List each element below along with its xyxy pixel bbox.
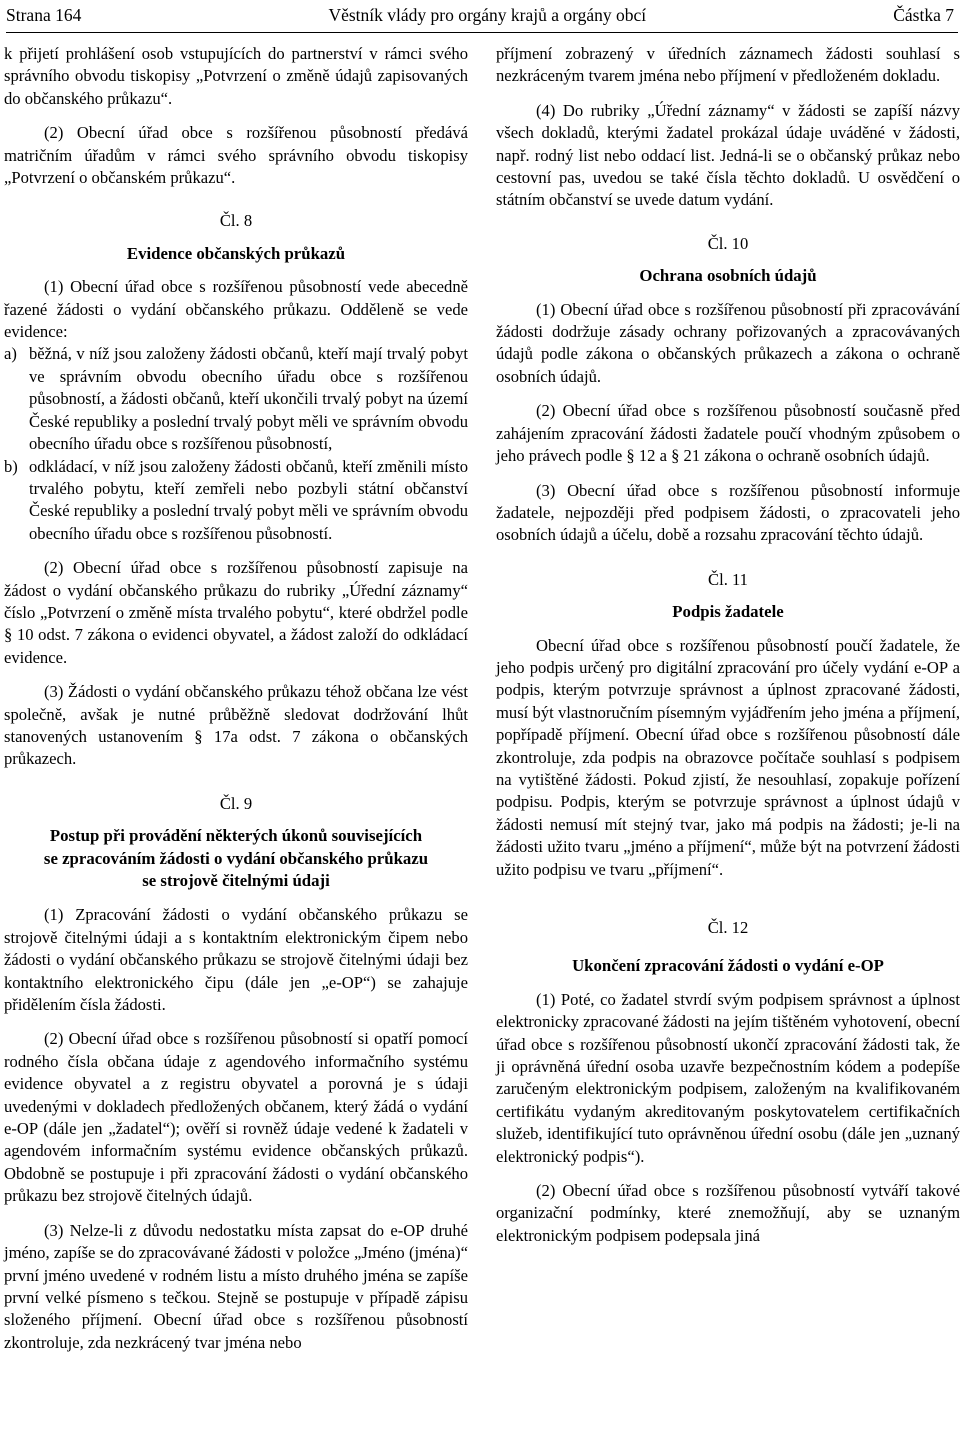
left-column bbox=[4, 43, 468, 1354]
article-9-paragraph-1: (1) Zpracování žádosti o vydání občanského průkazu se strojově čitelnými údaji a s kontaktním elektronickým čipem nebo žádosti o vydání občanského průkazu se strojově čitelnými údaji bez kontaktního elektronického čipu (dále jen „e-OP“) se zahajuje přidělením čísla žádosti. bbox=[4, 905, 468, 1015]
article-9-title-line: Postup při provádění některých úkonů souvisejících bbox=[49, 826, 423, 846]
article-11-number: Čl. 11 bbox=[708, 569, 748, 589]
paragraph-continuation: k přijetí prohlášení osob vstupujících do partnerství v rámci svého správního obvodu tiskopisy „Potvrzení o změně údajů zapisovaných do občanského průkazu“. bbox=[4, 44, 468, 108]
header-divider bbox=[6, 32, 958, 33]
article-9-number: Čl. 9 bbox=[219, 793, 253, 813]
page-number: Strana 164 bbox=[6, 4, 82, 25]
article-9-paragraph-4: (4) Do rubriky „Úřední záznamy“ v žádosti se zapíší názvy všech dokladů, kterými žadatel prokázal údaje uváděné v žádosti, např. rodný list nebo oddací list. Jedná-li se o občanský průkaz nebo cestovní pas, uvedou se také čísla těchto dokladů. U osvědčení o státním občanství se uvede datum vydání. bbox=[496, 100, 960, 210]
article-11-title: Podpis žadatele bbox=[672, 602, 784, 622]
paragraph-continuation: příjmení zobrazený v úředních záznamech žádosti souhlasí s nezkráceným tvarem jména nebo příjmení v předloženém dokladu. bbox=[496, 44, 960, 86]
article-10-paragraph-3: (3) Obecní úřad obce s rozšířenou působností informuje žadatele, nejpozději před podpisem žádosti, o zpracovateli jeho osobních údajů a účelu, době a rozsahu zpracování těchto údajů. bbox=[496, 480, 960, 545]
article-9-title bbox=[4, 825, 468, 892]
article-12-paragraph-2: (2) Obecní úřad obce s rozšířenou působností vytváří takové organizační podmínky, které znemožňují, aby se uznaným elektronickým podpisem podepsala jiná bbox=[496, 1181, 960, 1245]
page-header bbox=[6, 0, 954, 30]
list-item-text: běžná, v níž jsou založeny žádosti občanů, kteří mají trvalý pobyt ve správním obvodu obecního úřadu obce s rozšířenou působností, a žádosti občanů, kteří ukončili trvalý pobyt na území České republiky a poslední trvalý pobyt měli ve správním obvodu obecního úřadu obce s rozšířenou působností, bbox=[29, 344, 468, 454]
list-item-b bbox=[4, 456, 468, 546]
article-10-paragraph-1: (1) Obecní úřad obce s rozšířenou působností při zpracovávání žádosti dodržuje zásady ochrany pořizovaných a zpracovávaných údajů podle zákona o občanských průkazech a zákona o ochraně osobních údajů. bbox=[496, 299, 960, 386]
paragraph-7-2: (2) Obecní úřad obce s rozšířenou působností předává matričním úřadům v rámci svého správního obvodu tiskopisy „Potvrzení o občanském průkazu“. bbox=[4, 123, 468, 188]
article-10-paragraph-2: (2) Obecní úřad obce s rozšířenou působností současně před zahájením zpracování žádosti žadatele poučí vhodným způsobem o jeho právech podle § 12 a § 21 zákona o ochraně osobních údajů. bbox=[496, 401, 960, 466]
list-item-a bbox=[4, 343, 468, 455]
part-number: Částka 7 bbox=[893, 4, 954, 25]
article-8-paragraph-3: (3) Žádosti o vydání občanského průkazu téhož občana lze vést společně, avšak je nutné průběžně sledovat dodržování lhůt stanovených ustanovením § 17a odst. 7 zákona o občanských průkazech. bbox=[4, 682, 468, 769]
list-item-text: odkládací, v níž jsou založeny žádosti občanů, kteří změnili místo trvalého pobytu, kteří zemřeli nebo pozbyli státní občanství České republiky a poslední trvalý pobyt měli ve správním obvodu obecního úřadu obce s rozšířenou působností. bbox=[29, 456, 468, 543]
article-9-title-line: se zpracováním žádosti o vydání občanského průkazu bbox=[43, 848, 429, 868]
article-8-title: Evidence občanských průkazů bbox=[126, 243, 346, 263]
article-9-title-line: se strojově čitelnými údaji bbox=[142, 871, 330, 890]
article-8-paragraph-1: (1) Obecní úřad obce s rozšířenou působností vede abecedně řazené žádosti o vydání občanského průkazu. Odděleně se vede evidence: bbox=[4, 277, 468, 342]
article-12-title: Ukončení zpracování žádosti o vydání e-OP bbox=[572, 956, 884, 976]
article-12-number: Čl. 12 bbox=[707, 918, 749, 937]
article-12-paragraph-1: (1) Poté, co žadatel stvrdí svým podpisem správnost a úplnost elektronicky zpracované žádosti na jejím tištěném vyhotovení, obecní úřad obce s rozšířenou působností ukončí zpracování žádosti tak, že ji oprávněná úřední osoba uzavře bezpečnostním kódem a podepíše zaručeným elektronickým podpisem, založeným na kvalifikovaném certifikátu vydaným akreditovaným poskytovatelem certifikačních služeb, identifikující tuto oprávněnou úřední osobu (dále jen „uznaný elektronický podpis“). bbox=[496, 989, 960, 1166]
article-8-number: Čl. 8 bbox=[219, 211, 253, 231]
article-11-paragraph-1: Obecní úřad obce s rozšířenou působností poučí žadatele, že jeho podpis určený pro digitální zpracování pro účely vydání e-OP a podpis, kterým potvrzuje správnost a úplnost zpracované žádosti, musí být vlastnoručním písemným vyjádřením jeho jména a příjmení, popřípadě příjmení. Obecní úřad obce s rozšířenou působností dále zkontroluje, zda podpis na obrazovce počítače souhlasí s podpisem na vytištěné žádosti. Pokud zjistí, že nesouhlasí, zopakuje pořízení podpisu. Podpis, kterým se potvrzuje správnost a úplnost údajů v žádosti nemusí mít stejný tvar, jako má podpis na žádosti; je-li na žádosti užito tvaru „jméno a příjmení“, může být na potvrzení žádosti užito podpisu ve tvaru „příjmení“. bbox=[496, 635, 960, 879]
list-marker: a) bbox=[4, 344, 17, 364]
article-9-paragraph-3: (3) Nelze-li z důvodu nedostatku místa zapsat do e-OP druhé jméno, zapíše se do zpracovávané žádosti v položce „Jméno (jména)“ první jméno uvedené v rodném listu a místo druhého jména se zapíše první velké písmeno s tečkou. Stejně se postupuje v případě zápisu složeného příjmení. Obecní úřad obce s rozšířenou působností zkontroluje, zda nezkrácený tvar jména nebo bbox=[4, 1220, 468, 1352]
list-marker: b) bbox=[4, 456, 18, 476]
article-10-title: Ochrana osobních údajů bbox=[639, 266, 817, 286]
journal-title: Věstník vlády pro orgány krajů a orgány obcí bbox=[328, 4, 647, 25]
article-8-paragraph-2: (2) Obecní úřad obce s rozšířenou působností zapisuje na žádost o vydání občanského průkazu do rubriky „Úřední záznamy“ číslo „Potvrzení o změně místa trvalého pobytu“, které obdržel podle § 10 odst. 7 zákona o evidenci obyvatel, a žádost založí do odkládací evidence. bbox=[4, 558, 468, 667]
article-9-paragraph-2: (2) Obecní úřad obce s rozšířenou působností si opatří pomocí rodného čísla občana údaje z agendového informačního systému evidence obyvatel a z registru obyvatel a porovná je s údaji uvedenými v dokladech předložených občanem, který žádá o vydání e-OP (dále jen „žadatel“); ověří si rovněž údaje vedené k žadateli v agendovém informačním systému evidence občanských průkazů. Obdobně se postupuje i při zpracování žádosti o vydání občanského průkazu bez strojově čitelných údajů. bbox=[4, 1029, 468, 1206]
right-column bbox=[496, 43, 960, 1247]
article-10-number: Čl. 10 bbox=[707, 233, 749, 253]
